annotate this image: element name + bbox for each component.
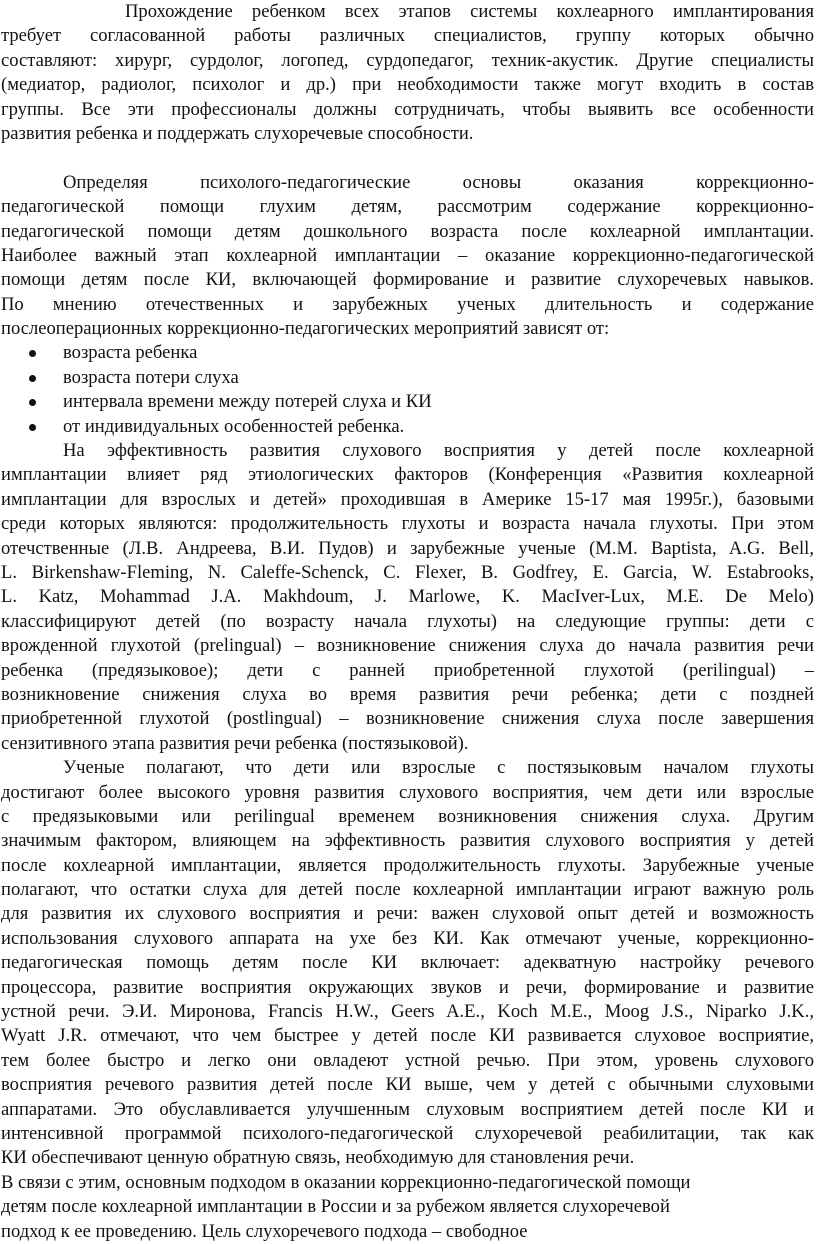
text-line: педагогической помощи детям дошкольного возраста после кохлеарной имплантации. [1,220,814,242]
text-line: врожденной глухотой (prelingual) – возникновение снижения слуха до начала развития речи [1,635,814,657]
text-line: развития ребенка и поддержать слухоречевые способности. [1,122,474,144]
list-item-text: возраста потери слуха [63,366,239,388]
text-line: имплантации влияет ряд этиологических факторов (Конференция «Развития кохлеарной [1,464,814,486]
text-line: подход к ее проведению. Цель слухоречевого подхода – свободное [1,1220,528,1242]
text-line: тем более быстро и легко они овладеют устной речью. При этом, уровень слухового [1,1049,814,1071]
text-line: L. Birkenshaw-Fleming, N. Caleffe-Schenck, C. Flexer, B. Godfrey, E. Garcia, W. Estabrooks, [1,561,814,583]
list-item [1,366,814,390]
paragraph-2 [1,171,814,342]
text-line: для развития их слухового восприятия и речи: важен слуховой опыт детей и возможность [1,903,814,925]
text-line: помощи детям после КИ, включающей формирование и развитие слухоречевых навыков. [1,269,814,291]
text-line: Прохождение ребенком всех этапов системы кохлеарного имплантирования [125,1,814,22]
paragraph-1 [1,0,814,146]
text-line: На эффективность развития слухового восприятия у детей после кохлеарной [63,440,814,462]
text-line: педагогическая помощь детям после КИ включает: адекватную настройку речевого [1,952,814,974]
list-item-text: интервала времени между потерей слуха и КИ [63,391,432,413]
text-line: В связи с этим, основным подходом в оказании коррекционно-педагогической помощи [1,1171,691,1193]
text-line: достигают более высокого уровня развития слухового восприятия, чем дети или взрослые [1,781,814,803]
text-line: детям после кохлеарной имплантации в России и за рубежом является слухоречевой [1,1196,670,1218]
text-line: сензитивного этапа развития речи ребенка (постязыковой). [1,732,469,754]
text-line: ребенка (предязыковое); дети с ранней приобретенной глухотой (perilingual) – [1,659,814,681]
list-item-text: от индивидуальных особенностей ребенка. [63,415,405,437]
text-line: интенсивной программой психолого-педагогической слухоречевой реабилитации, так как [1,1122,814,1144]
text-line: По мнению отечественных и зарубежных ученых длительность и содержание [1,293,814,315]
text-line: аппаратами. Это обуславливается улучшенным слуховым восприятием детей после КИ и [1,1098,814,1120]
text-line: после кохлеарной имплантации, является продолжительность глухоты. Зарубежные ученые [1,854,814,876]
list-item [1,415,814,439]
text-line: восприятия речевого развития детей после КИ выше, чем у детей с обычными слуховыми [1,1074,814,1096]
text-line: среди которых являются: продолжительность глухоты и возраста начала глухоты. При этом [1,513,814,535]
paragraph-5 [1,1171,814,1244]
list-item [1,390,814,414]
text-line: приобретенной глухотой (postlingual) – возникновение снижения слуха после завершения [1,708,814,730]
text-line: Wyatt J.R. отмечают, что чем быстрее у детей после КИ развивается слуховое восприятие, [1,1025,814,1047]
list-item [1,341,814,365]
text-line: Ученые полагают, что дети или взрослые с постязыковым началом глухоты [63,757,814,779]
bullet-icon [29,350,36,357]
text-line: процессора, развитие восприятия окружающих звуков и речи, формирование и развитие [1,976,814,998]
bullet-icon [29,375,36,382]
text-line: составляют: хирург, сурдолог, логопед, сурдопедагог, техник-акустик. Другие специалисты [1,49,814,71]
text-line: педагогической помощи глухим детям, рассмотрим содержание коррекционно- [1,196,814,218]
text-line: Наиболее важный этап кохлеарной имплантации – оказание коррекционно-педагогической [1,244,814,266]
text-line: (медиатор, радиолог, психолог и др.) при необходимости также могут входить в состав [1,74,814,96]
text-line: требует согласованной работы различных специалистов, группу которых обычно [1,25,814,47]
text-line: Определяя психолого-педагогические основы оказания коррекционно- [63,171,814,193]
paragraph-3 [1,439,814,756]
text-line: значимым фактором, влияющем на эффективность развития слухового восприятия у детей [1,830,814,852]
text-line: возникновение снижения слуха во время развития речи ребенка; дети с поздней [1,683,814,705]
text-line: послеоперационных коррекционно-педагогических мероприятий зависят от: [1,318,610,340]
text-line: L. Katz, Mohammad J.A. Makhdoum, J. Marlowe, K. MacIver-Lux, M.E. De Melo) [1,586,814,608]
bullet-icon [29,424,36,431]
blank-line [1,146,814,170]
paragraph-4 [1,756,814,1171]
bullet-icon [29,399,36,406]
text-line: устной речи. Э.И. Миронова, Francis H.W., Geers A.E., Koch M.E., Moog J.S., Niparko J.K., [1,1001,814,1023]
list-item-text: возраста ребенка [63,342,198,364]
text-line: классифицируют детей (по возрасту начала глухоты) на следующие группы: дети с [1,610,814,632]
text-line: отечственные (Л.В. Андреева, В.И. Пудов) и зарубежные ученые (M.M. Baptista, A.G. Bell, [1,537,814,559]
text-line: полагают, что остатки слуха для детей после кохлеарной имплантации играют важную роль [1,879,814,901]
bullet-list [1,341,814,439]
text-line: КИ обеспечивают ценную обратную связь, необходимую для становления речи. [1,1147,635,1169]
text-line: использования слухового аппарата на ухе без КИ. Как отмечают ученые, коррекционно- [1,927,814,949]
text-line: группы. Все эти профессионалы должны сотрудничать, чтобы выявить все особенности [1,98,814,120]
text-line: с предязыковыми или perilingual временем возникновения снижения слуха. Другим [1,805,814,827]
text-line: имплантации для взрослых и детей» проходившая в Америке 15-17 мая 1995г.), базовыми [1,488,814,510]
